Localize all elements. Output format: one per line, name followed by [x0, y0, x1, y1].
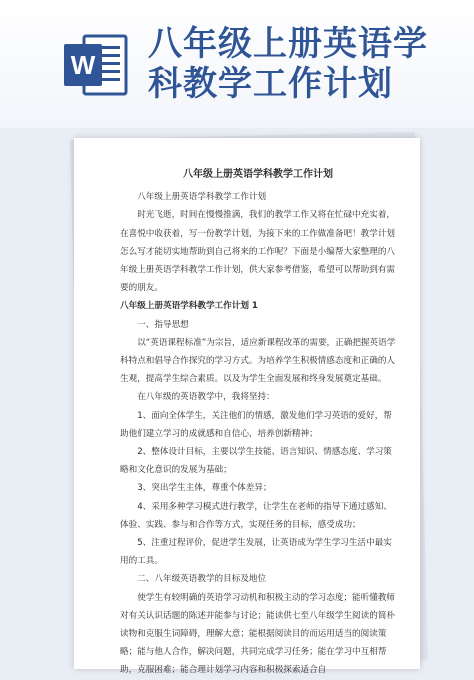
page-title-line-1: 八年级上册英语学 — [148, 24, 428, 64]
intro-paragraph: 时光飞逝，时间在慢慢推满，我们的教学工作又将在忙碌中充实着，在喜悦中收获着，写一份教学计划，为接下来的工作做准备吧！教学计划怎么写才能切实地帮助到自己将来的工作呢？下面是小编帮大家整理的八年级上册英语学科教学工作计划，供大家参考借鉴，希望可以帮助到有需要的朋友。 — [120, 210, 396, 294]
paragraph: 5、注重过程评价，促进学生发展，让英语成为学生学习生活中最实用的工具。 — [120, 538, 392, 567]
paragraph: 3、突出学生主体，尊重个体差异； — [137, 483, 272, 494]
document-page — [74, 138, 420, 676]
page-title-line-2: 科教学工作计划 — [148, 64, 393, 104]
section-heading: 八年级上册英语学科教学工作计划 1 — [120, 301, 258, 312]
paragraph: 二、八年级英语教学的目标及地位 — [137, 574, 267, 585]
paragraph: 1、面向全体学生，关注他们的情感，激发他们学习英语的爱好，帮助他们建立学习的成就感和自信心，培养创新精神； — [120, 410, 392, 439]
document-body — [120, 166, 396, 680]
header-banner — [0, 0, 474, 128]
paragraph: 一、指导思想 — [137, 319, 189, 330]
paragraph: 在八年级的英语教学中，我将坚持： — [137, 392, 275, 403]
document-subtitle: 八年级上册英语学科教学工作计划 — [137, 192, 267, 203]
page-title — [148, 24, 468, 104]
paragraph: 以“英语课程标准”为宗旨，适应新课程改革的需要，正确把握英语学科特点和倡导合作探究的学习方式。为培养学生积极情感态度和正确的人生观，提高学生综合素质。以及为学生全面发展和终身发展奠定基础。 — [120, 337, 396, 385]
paragraph: 使学生有较明确的英语学习动机和积极主动的学习态度；能听懂教师对有关认识话题的陈述并能参与讨论；能读供七至八年级学生阅读的简朴读物和克服生词障碍，理解大意；能根据阅读目的而运用适当的阅读策略；能与他人合作，解决问题，共同完成学习任务；能在学习中互相帮助，克服困难；能合理计划学习内容和积极探索适合自 — [120, 592, 396, 676]
word-icon-letter: W — [70, 50, 96, 80]
word-doc-icon — [60, 30, 130, 100]
paragraph: 2、整体设计目标，主要以学生技能、语言知识、情感态度、学习策略和文化意识的发展为基础； — [120, 447, 392, 476]
paragraph: 4、采用多种学习模式进行教学，让学生在老师的指导下通过感知、体验、实践、参与和合作等方式，实现任务的目标，感受成功； — [120, 501, 392, 530]
document-title: 八年级上册英语学科教学工作计划 — [183, 169, 333, 180]
